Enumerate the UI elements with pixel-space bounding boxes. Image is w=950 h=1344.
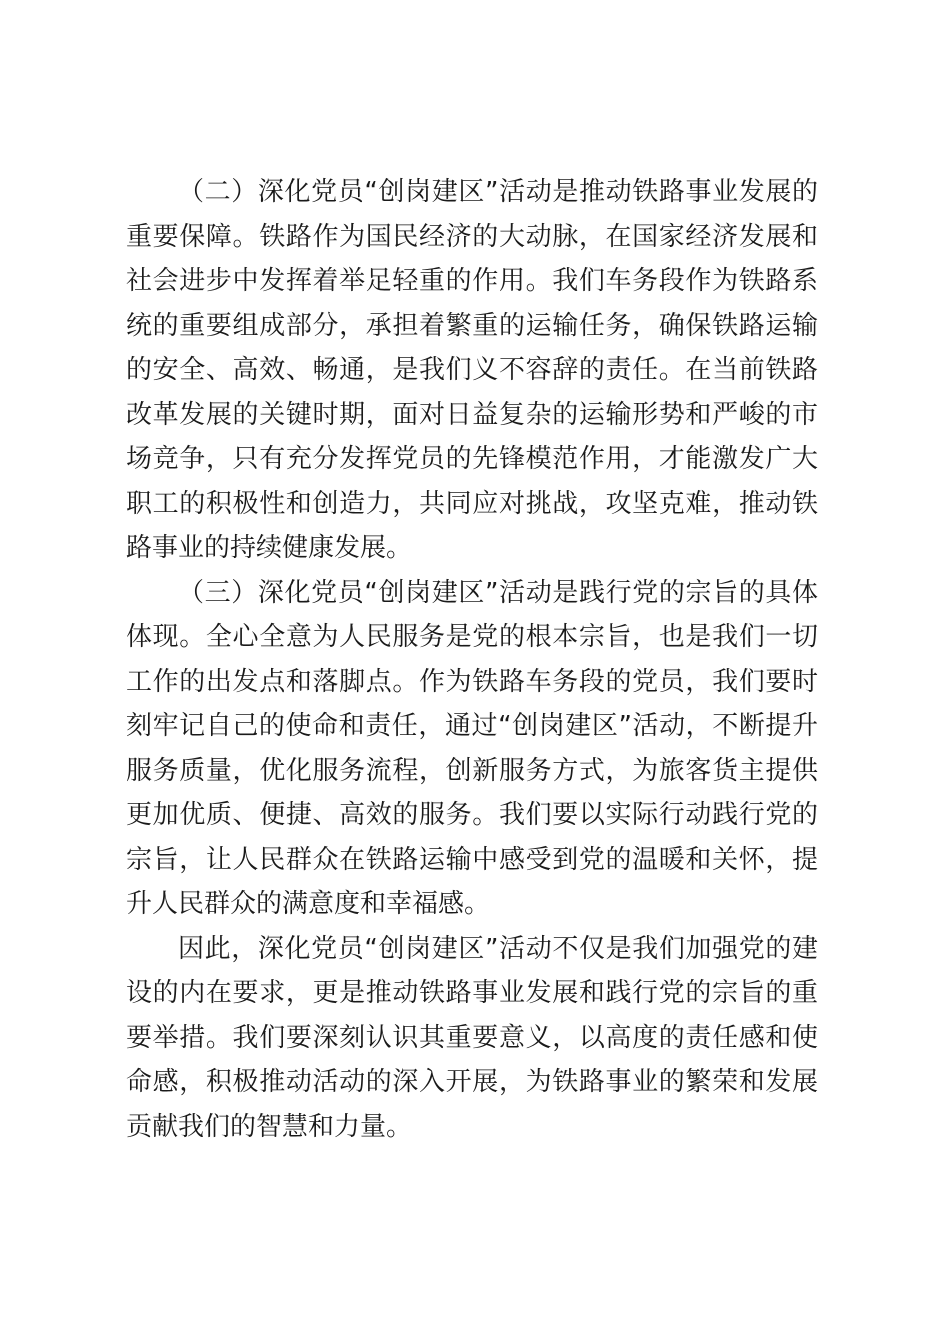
paragraph-second-point: （二）深化党员“创岗建区”活动是推动铁路事业发展的重要保障。铁路作为国民经济的大动脉，在国家经济发展和社会进步中发挥着举足轻重的作用。我们车务段作为铁路系统的重要组成部分，承担着繁重的运输任务，确保铁路运输的安全、高效、畅通，是我们义不容辞的责任。在当前铁路改革发展的关键时期，面对日益复杂的运输形势和严峻的市场竞争，只有充分发挥党员的先锋模范作用，才能激发广大职工的积极性和创造力，共同应对挑战，攻坚克难，推动铁路事业的持续健康发展。: [126, 177, 818, 563]
paragraph-conclusion: 因此，深化党员“创岗建区”活动不仅是我们加强党的建设的内在要求，更是推动铁路事业发展和践行党的宗旨的重要举措。我们要深刻认识其重要意义，以高度的责任感和使命感，积极推动活动的深入开展，为铁路事业的繁荣和发展贡献我们的智慧和力量。: [126, 933, 818, 1142]
paragraph-third-point: （三）深化党员“创岗建区”活动是践行党的宗旨的具体体现。全心全意为人民服务是党的根本宗旨，也是我们一切工作的出发点和落脚点。作为铁路车务段的党员，我们要时刻牢记自己的使命和责任，通过“创岗建区”活动，不断提升服务质量，优化服务流程，创新服务方式，为旅客货主提供更加优质、便捷、高效的服务。我们要以实际行动践行党的宗旨，让人民群众在铁路运输中感受到党的温暖和关怀，提升人民群众的满意度和幸福感。: [126, 577, 818, 919]
document-body: [126, 170, 818, 1149]
